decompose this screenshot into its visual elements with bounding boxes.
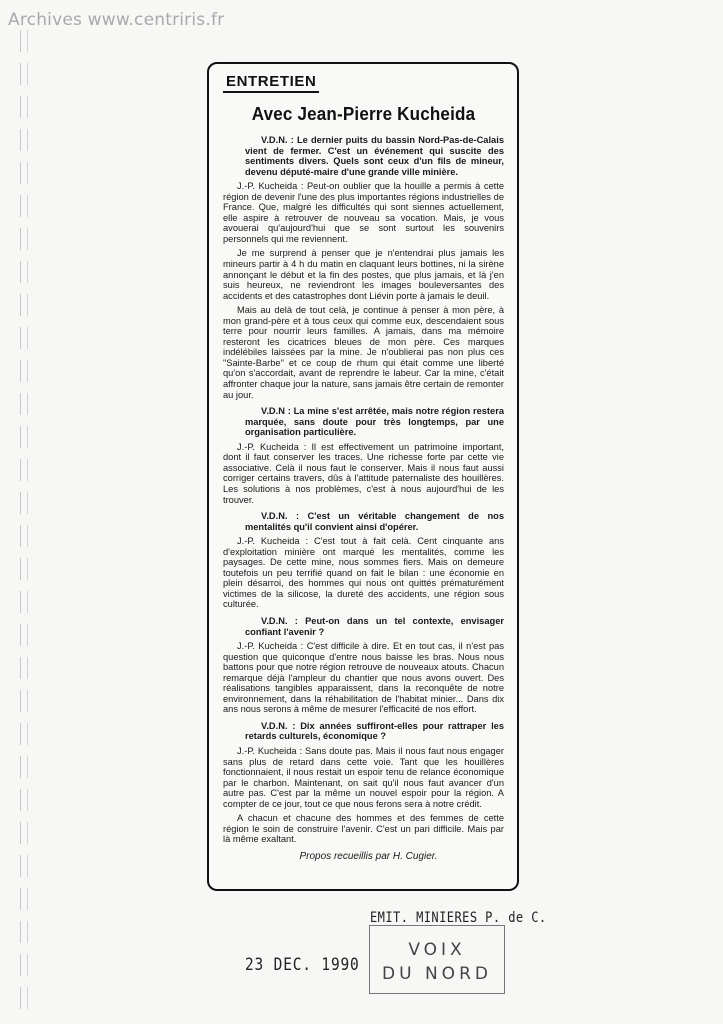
binding-hole xyxy=(20,492,28,514)
date-stamp: 23 DEC. 1990 xyxy=(245,955,360,975)
binding-hole xyxy=(20,921,28,943)
interview-question: V.D.N. : C'est un véritable changement de nos mentalités qu'il convient ainsi d'opérer. xyxy=(245,511,504,532)
binding-hole xyxy=(20,789,28,811)
interview-answer: J.-P. Kucheida : Sans doute pas. Mais il nous faut nous engager sans plus de retard dans cette voie. Tant que les houillères fonctionnaient, il nous restait un espoir tenu de relance économique par le charbon. Maintenant, on sait qu'il nous faut avancer d'un autre pas. C'est par la même un nouvel espoir pour la région. A compter de ce jour, tout ce que nous ferons sera à notre crédit. xyxy=(223,745,504,809)
interview-question: V.D.N. : Dix années suffiront-elles pour rattraper les retards culturels, économique ? xyxy=(245,720,504,742)
binding-hole xyxy=(20,162,28,184)
publication-stamp-line2: DU NORD xyxy=(382,964,492,984)
article-credit: Propos recueillis par H. Cugier. xyxy=(299,850,438,862)
binding-hole xyxy=(20,360,28,382)
binding-holes xyxy=(20,30,34,1020)
binding-hole xyxy=(20,624,28,646)
binding-hole xyxy=(20,327,28,349)
article-body xyxy=(223,135,504,845)
binding-hole xyxy=(20,756,28,778)
binding-hole xyxy=(20,261,28,283)
section-tag: ENTRETIEN xyxy=(223,73,319,93)
binding-hole xyxy=(20,888,28,910)
binding-hole xyxy=(20,63,28,85)
interview-answer: J.-P. Kucheida : C'est tout à fait celà. Cent cinquante ans d'exploitation minière ont marqué les mentalités, comme les paysages. De cette mine, nous sommes fiers. Mais on demeure toutefois un peu terrifié quand on fait le bilan : une économie en plein désarroi, des hommes qui nous ont quittés prématurément victimes de la silicose, la dureté des accidents, une région sous culturée. xyxy=(223,536,504,610)
publication-stamp xyxy=(369,925,505,994)
interview-answer: Je me surprend à penser que je n'entendrai plus jamais les mineurs partir à 4 h du matin en claquant leurs bottines, ni la sirène annonçant le début et la fin des postes, que plus jamais, et là j'en suis heureux, ne reviendront les images bouleversantes des accidents et des catastrophes dont Liévin porte à jamais le deuil. xyxy=(223,248,504,301)
binding-hole xyxy=(20,426,28,448)
interview-answer: J.-P. Kucheida : Peut-on oublier que la houille a permis à cette région de devenir l'une des plus importantes régions industrielles de France. Que, malgré les difficultés qui sont siennes actuellement, elle aspire à retrouver de nouveau sa vocation. Mais, je vous avouerai qu'aujourd'hui que se sont surtout les souvenirs personnels qui me reviennent. xyxy=(223,181,504,244)
binding-hole xyxy=(20,525,28,547)
binding-hole xyxy=(20,393,28,415)
binding-hole xyxy=(20,954,28,976)
binding-hole xyxy=(20,459,28,481)
binding-hole xyxy=(20,723,28,745)
binding-hole xyxy=(20,558,28,580)
interview-question: V.D.N : La mine s'est arrêtée, mais notre région restera marquée, sans doute pour très longtemps, par une organisation particulière. xyxy=(245,406,504,438)
binding-hole xyxy=(20,195,28,217)
handwritten-source-note: EMIT. MINIERES P. de C. xyxy=(370,910,547,926)
interview-answer: Mais au delà de tout celà, je continue à penser à mon père, à mon grand-père et à tous ceux qui comme eux, descendaient sous terre pour nourrir leurs familles. A jamais, dans ma mémoire resteront les cicatrices bleues de mon père. Ces marques indélébiles laissées par la mine. Je n'oublierai pas non plus ces "Sainte-Barbe" et ce coup de rhum qui était comme une liberté qu'on s'accordait, avant de reprendre le labeur. Car la mine, c'était affronter chaque jour la nature, sans jamais être certain de remonter au jour. xyxy=(223,305,504,400)
binding-hole xyxy=(20,822,28,844)
binding-hole xyxy=(20,228,28,250)
binding-hole xyxy=(20,855,28,877)
binding-hole xyxy=(20,294,28,316)
binding-hole xyxy=(20,96,28,118)
archive-watermark: Archives www.centriris.fr xyxy=(8,10,225,30)
binding-hole xyxy=(20,987,28,1009)
interview-answer: J.-P. Kucheida : Il est effectivement un patrimoine important, dont il faut conserver les traces. Une richesse forte par cette vie associative. Celà il nous faut le conserver. Mais il nous faut aussi corriger certains travers, dûs à l'attitude paternaliste des houillères. Les solutions à nos problèmes, c'est à nous aujourd'hui de les trouver. xyxy=(223,441,504,505)
binding-hole xyxy=(20,690,28,712)
article-frame xyxy=(207,62,519,891)
binding-hole xyxy=(20,591,28,613)
binding-hole xyxy=(20,30,28,52)
interview-answer: A chacun et chacune des hommes et des femmes de cette région le soin de construire l'avenir. C'est un pari difficile. Mais par là même exaltant. xyxy=(223,813,504,845)
interview-answer: J.-P. Kucheida : C'est difficile à dire. Et en tout cas, il n'est pas question que quiconque d'entre nous baisse les bras. Nous nous battons pour que notre région retrouve de nouveaux atouts. Chacun remarque déjà l'ampleur du chantier que nous avons ouvert. Des réalisations tangibles apparaissent, dans la reconquête de notre environnement, dans la réhabilitation de l'habitat minier... Dans dix ans nous serons à même de mesurer l'efficacité de nos effort. xyxy=(223,641,504,715)
interview-question: V.D.N. : Peut-on dans un tel contexte, envisager confiant l'avenir ? xyxy=(245,615,504,637)
binding-hole xyxy=(20,657,28,679)
publication-stamp-line1: VOIX xyxy=(408,940,466,960)
article-headline: Avec Jean-Pierre Kucheida xyxy=(251,103,476,124)
binding-hole xyxy=(20,129,28,151)
interview-question: V.D.N. : Le dernier puits du bassin Nord-Pas-de-Calais vient de fermer. C'est un événement qui suscite des sentiments divers. Quels sont ceux d'un fils de mineur, devenu député-maire d'une grande ville minière. xyxy=(245,135,504,177)
